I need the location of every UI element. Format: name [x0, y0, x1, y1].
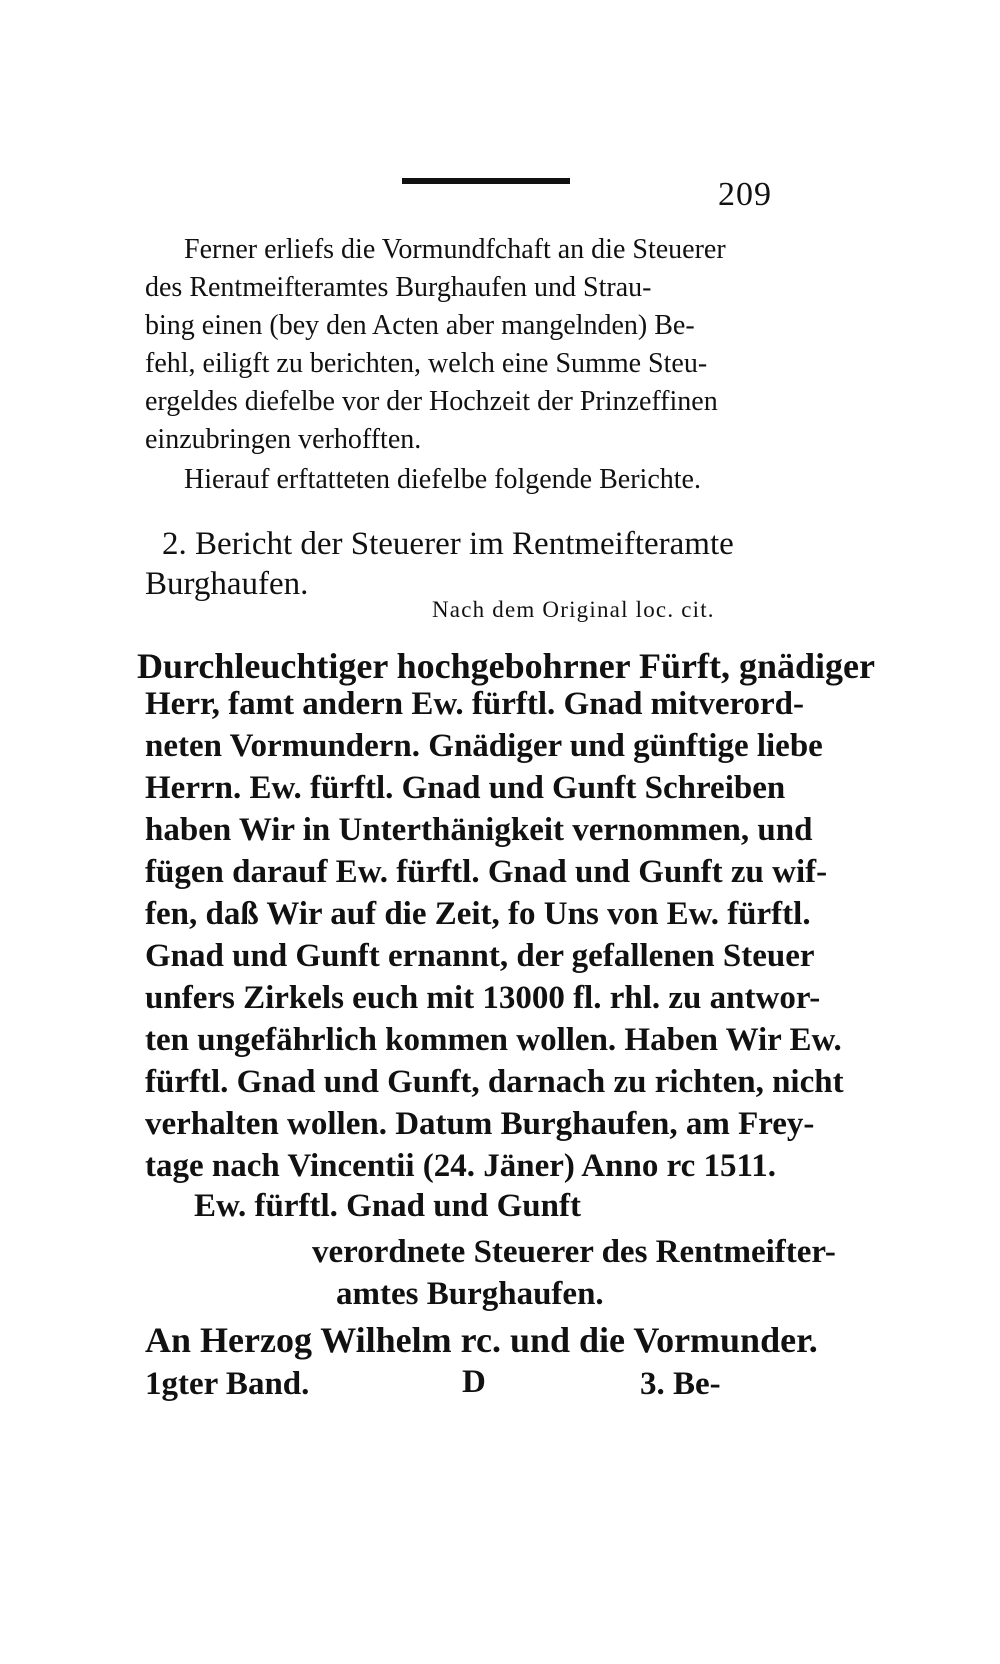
address-line: An Herzog Wilhelm rc. und die Vormunder. — [145, 1320, 818, 1360]
paragraph-1-line-3: bing einen (bey den Acten aber mangelnden) Be- — [145, 310, 695, 341]
letter-line-9: unfers Zirkels euch mit 13000 fl. rhl. zu antwor- — [145, 980, 821, 1016]
letter-line-12: verhalten wollen. Datum Burghaufen, am Frey- — [145, 1106, 815, 1142]
closing-line-3: amtes Burghaufen. — [336, 1276, 604, 1312]
letter-line-10: ten ungefährlich kommen wollen. Haben Wir Ew. — [145, 1022, 842, 1058]
closing-line-2: verordnete Steuerer des Rentmeifter- — [312, 1234, 836, 1270]
letter-line-8: Gnad und Gunft ernannt, der gefallenen Steuer — [145, 938, 815, 974]
letter-line-7: fen, daß Wir auf die Zeit, fo Uns von Ew. fürftl. — [145, 896, 811, 932]
letter-line-4: Herrn. Ew. fürftl. Gnad und Gunft Schreiben — [145, 770, 786, 806]
letter-line-3: neten Vormundern. Gnädiger und günftige liebe — [145, 728, 823, 764]
paragraph-1-line-5: ergeldes diefelbe vor der Hochzeit der Prinzeffinen — [145, 386, 718, 417]
letter-line-1: Durchleuchtiger hochgebohrner Fürft, gnädiger — [137, 646, 875, 686]
paragraph-1-line-1: Ferner erliefs die Vormundfchaft an die Steuerer — [184, 234, 726, 265]
header-rule — [402, 178, 570, 184]
letter-line-6: fügen darauf Ew. fürftl. Gnad und Gunft zu wif- — [145, 854, 828, 890]
letter-line-11: fürftl. Gnad und Gunft, darnach zu richten, nicht — [145, 1064, 844, 1100]
footer-volume: 1gter Band. — [145, 1366, 310, 1402]
letter-line-2: Herr, famt andern Ew. fürftl. Gnad mitverord- — [145, 686, 805, 722]
paragraph-1-line-2: des Rentmeifteramtes Burghaufen und Strau- — [145, 272, 652, 303]
section-heading-line-1: 2. Bericht der Steuerer im Rentmeifteramte — [162, 526, 734, 562]
footer-catchword: 3. Be- — [640, 1366, 721, 1402]
paragraph-1-line-4: fehl, eiligft zu berichten, welch eine Summe Steu- — [145, 348, 708, 379]
page-number: 209 — [718, 176, 772, 213]
letter-line-13: tage nach Vincentii (24. Jäner) Anno rc 1511. — [145, 1148, 776, 1184]
section-heading-line-2: Burghaufen. — [145, 566, 309, 602]
footer-signature-mark: D — [462, 1364, 486, 1400]
source-note: Nach dem Original loc. cit. — [432, 597, 715, 622]
closing-line-1: Ew. fürftl. Gnad und Gunft — [194, 1188, 581, 1224]
letter-line-5: haben Wir in Unterthänigkeit vernommen, und — [145, 812, 813, 848]
paragraph-2: Hierauf erftatteten diefelbe folgende Berichte. — [184, 464, 701, 495]
paragraph-1-line-6: einzubringen verhofften. — [145, 424, 422, 455]
